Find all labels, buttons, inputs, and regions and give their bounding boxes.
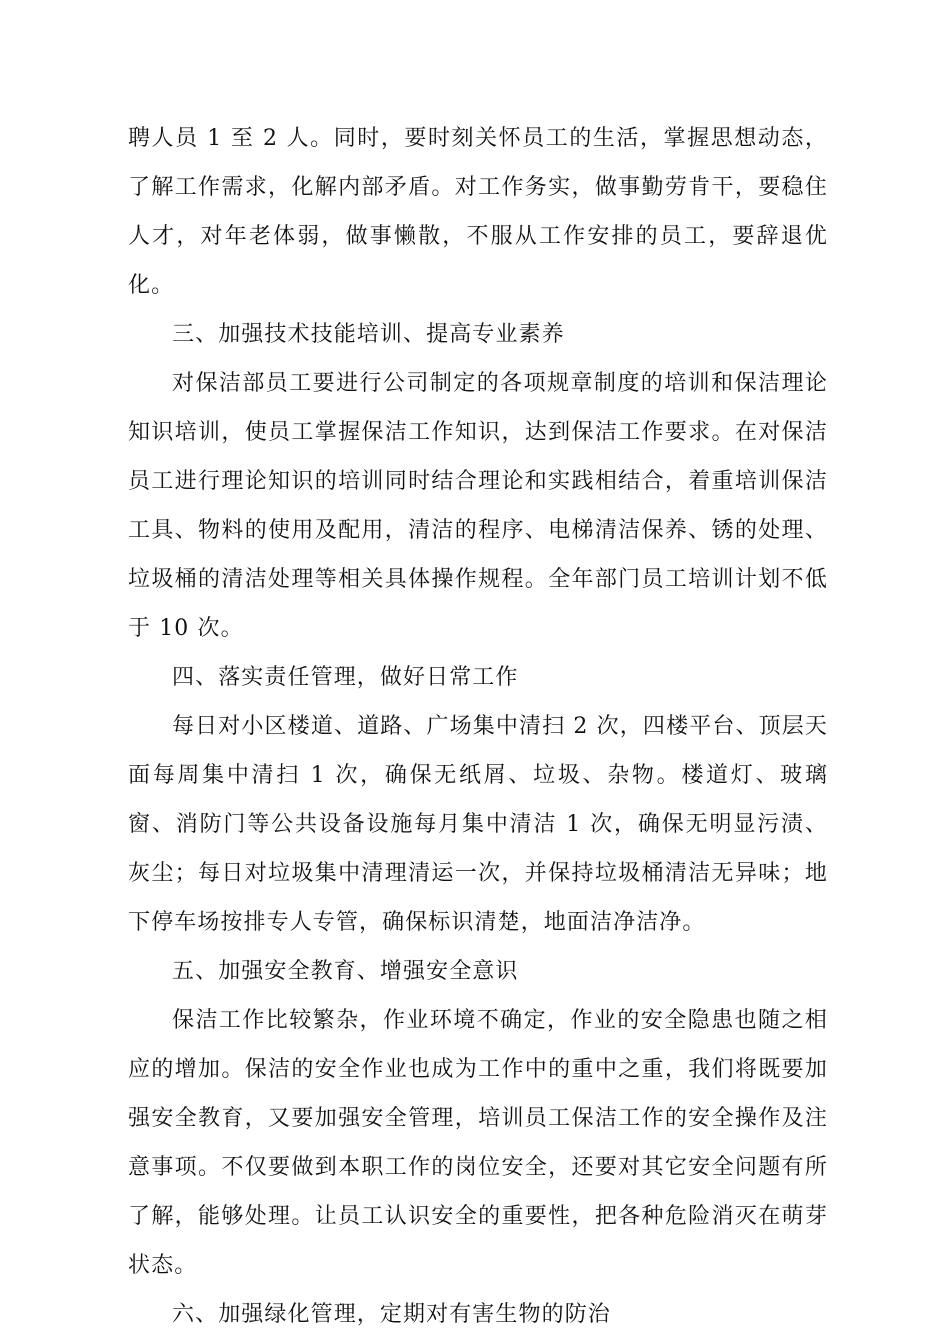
paragraph-training: 对保洁部员工要进行公司制定的各项规章制度的培训和保洁理论知识培训，使员工掌握保洁工作知识，达到保洁工作要求。在对保洁员工进行理论知识的培训同时结合理论和实践相结合，着重培训保洁工具、物料的使用及配用，清洁的程序、电梯清洁保养、锈的处理、垃圾桶的清洁处理等相关具体操作规程。全年部门员工培训计划不低于 10 次。 <box>128 371 828 641</box>
section-heading-6: 六、加强绿化管理，定期对有害生物的防治 <box>172 1302 611 1327</box>
document-body <box>128 114 828 1339</box>
section-heading-4: 四、落实责任管理，做好日常工作 <box>172 665 519 690</box>
section-heading-3: 三、加强技术技能培训、提高专业素养 <box>172 322 565 347</box>
paragraph-daily-work: 每日对小区楼道、道路、广场集中清扫 2 次，四楼平台、顶层天面每周集中清扫 1 次，确保无纸屑、垃圾、杂物。楼道灯、玻璃窗、消防门等公共设备设施每月集中清洁 1 次，确保无明显污渍、灰尘；每日对垃圾集中清理清运一次，并保持垃圾桶清洁无异味；地下停车场按排专人专管，确保标识清楚，地面洁净洁净。 <box>128 714 828 935</box>
paragraph-safety: 保洁工作比较繁杂，作业环境不确定，作业的安全隐患也随之相应的增加。保洁的安全作业也成为工作中的重中之重，我们将既要加强安全教育，又要加强安全管理，培训员工保洁工作的安全操作及注意事项。不仅要做到本职工作的岗位安全，还要对其它安全问题有所了解，能够处理。让员工认识安全的重要性，把各种危险消灭在萌芽状态。 <box>128 1008 828 1278</box>
paragraph-staffing: 聘人员 1 至 2 人。同时，要时刻关怀员工的生活，掌握思想动态，了解工作需求，化解内部矛盾。对工作务实，做事勤劳肯干，要稳住人才，对年老体弱，做事懒散，不服从工作安排的员工，要辞退优化。 <box>128 126 828 298</box>
section-heading-5: 五、加强安全教育、增强安全意识 <box>172 959 519 984</box>
